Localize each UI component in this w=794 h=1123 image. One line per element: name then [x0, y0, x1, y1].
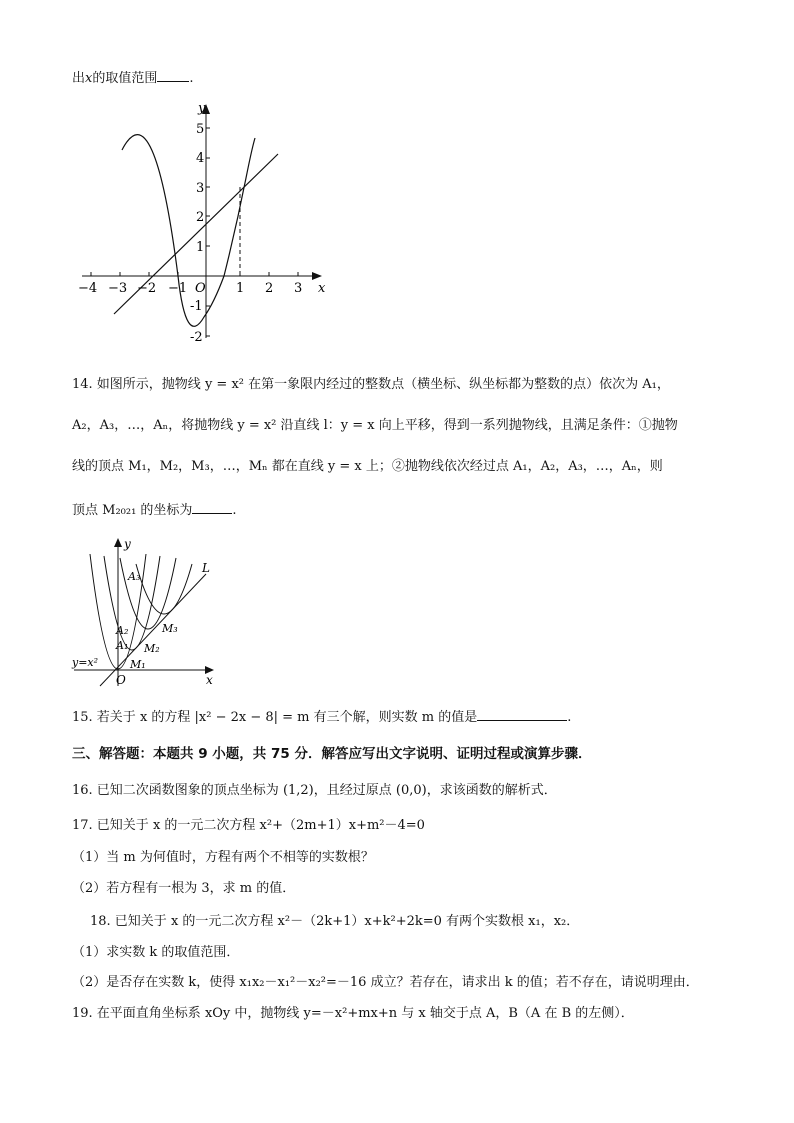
q18-part-2: （2）是否存在实数 k，使得 x₁x₂－x₁²－x₂²=－16 成立？若存在，请求出 k 的值；若不存在，请说明理由． [72, 975, 699, 990]
q14-line-2: A₂，A₃，…，Aₙ，将抛物线 y = x² 沿直线 l：y = x 向上平移，得到一系列抛物线，且满足条件：①抛物 [72, 418, 678, 433]
q19: 19. 在平面直角坐标系 xOy 中，抛物线 y=－x²+mx+n 与 x 轴交于点 A，B（A 在 B 的左侧）． [72, 1006, 634, 1021]
x-tick: −3 [108, 281, 128, 296]
y-axis-label: y [124, 537, 131, 551]
answer-blank[interactable] [192, 500, 232, 514]
y-tick: 1 [196, 240, 205, 255]
section-3-heading: 三、解答题：本题共 9 小题，共 75 分．解答应写出文字说明、证明过程或演算步骤． [72, 746, 592, 762]
q17-part-1: （1）当 m 为何值时，方程有两个不相等的实数根？ [72, 850, 374, 865]
x-axis-arrow-icon [312, 272, 322, 280]
x-tick: −2 [137, 281, 157, 296]
y-tick: 4 [196, 151, 205, 166]
y-tick: 3 [196, 181, 205, 196]
point-A1: A₁ [116, 639, 129, 652]
y-tick: 2 [196, 210, 205, 225]
point-A2: A₂ [116, 624, 129, 637]
q18-stem: 18. 已知关于 x 的一元二次方程 x²－（2k+1）x+k²+2k=0 有两个实数根 x₁，x₂． [90, 914, 580, 929]
x-tick-labels [78, 281, 302, 296]
point-M1: M₁ [130, 658, 146, 671]
x-tick: 2 [265, 281, 274, 296]
figure-graph-2 [70, 534, 220, 690]
x-axis-label: x [206, 673, 213, 687]
point-M3: M₃ [162, 622, 178, 635]
q17-stem: 17. 已知关于 x 的一元二次方程 x²+（2m+1）x+m²－4=0 [72, 818, 425, 833]
q14-line-3: 线的顶点 M₁，M₂，M₃，…，Mₙ 都在直线 y = x 上；②抛物线依次经过点 A₁，A₂，A₃，…，Aₙ，则 [72, 459, 663, 474]
point-M2: M₂ [144, 642, 160, 655]
q15: 15. 若关于 x 的方程 |x² − 2x − 8| = m 有三个解，则实数 m 的值是 . [72, 707, 571, 727]
x-tick: 3 [294, 281, 303, 296]
line-L-label: L [202, 561, 210, 575]
origin-label: O [195, 281, 206, 296]
x-tick: −1 [168, 281, 188, 296]
curve-label: y=x² [72, 656, 99, 669]
x-tick: 1 [236, 281, 245, 296]
q17-part-2: （2）若方程有一根为 3，求 m 的值． [72, 881, 296, 896]
y-axis-arrow-icon [114, 538, 122, 547]
q16: 16. 已知二次函数图象的顶点坐标为 (1,2)，且经过原点 (0,0)，求该函数的解析式． [72, 783, 557, 798]
q18-part-1: （1）求实数 k 的取值范围． [72, 945, 240, 960]
q14-line-4: 顶点 M₂₀₂₁ 的坐标为 . [72, 500, 237, 520]
y-axis-label: y [198, 101, 206, 116]
parabola-curve [122, 135, 255, 327]
figure-graph-1 [74, 98, 336, 358]
q13-tail: 出x的取值范围 . [72, 68, 194, 88]
y-tick: 5 [196, 122, 205, 137]
y-tick: -1 [190, 299, 203, 314]
point-A3: A₃ [128, 570, 141, 583]
origin-label: O [116, 673, 126, 687]
q14-line-1: 14. 如图所示，抛物线 y = x² 在第一象限内经过的整数点（横坐标、纵坐标都为整数的点）依次为 A₁， [72, 377, 670, 392]
x-axis-label: x [318, 281, 326, 296]
answer-blank[interactable] [477, 707, 567, 721]
x-tick: −4 [78, 281, 98, 296]
y-tick: -2 [190, 330, 203, 345]
answer-blank[interactable] [157, 68, 189, 82]
